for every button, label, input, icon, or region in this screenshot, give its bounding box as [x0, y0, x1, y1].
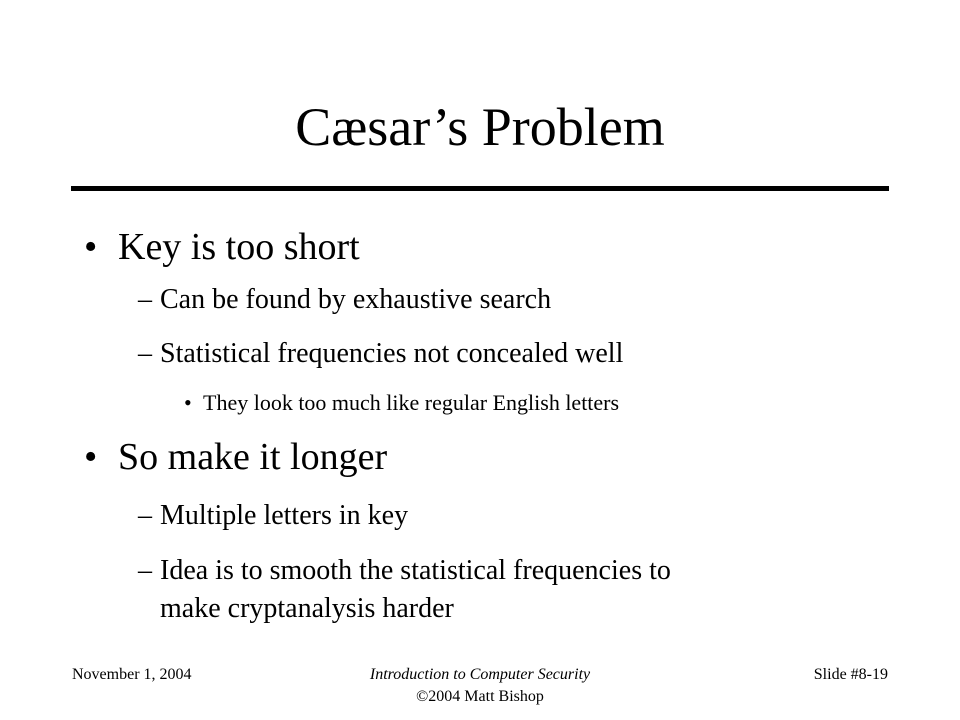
subitem-exhaustive-search: Can be found by exhaustive search — [160, 284, 552, 315]
subitem-smooth-frequencies-continuation: make cryptanalysis harder — [160, 593, 454, 624]
subitem-statistical-frequencies: Statistical frequencies not concealed well — [160, 338, 624, 369]
title-divider — [71, 186, 889, 191]
subitem-smooth-frequencies: Idea is to smooth the statistical frequencies to — [160, 555, 671, 586]
footer-slide-number: Slide #8-19 — [813, 666, 888, 683]
dash-icon: – — [138, 500, 152, 531]
slide-title: Cæsar’s Problem — [295, 97, 665, 157]
bullet-key-too-short: Key is too short — [118, 226, 360, 268]
footer-copyright: ©2004 Matt Bishop — [416, 688, 544, 705]
dash-icon: – — [138, 555, 152, 586]
footer-course-title: Introduction to Computer Security — [369, 666, 591, 683]
bullet-icon: • — [84, 436, 98, 478]
bullet-small-icon: • — [184, 390, 192, 415]
subsubitem-english-letters: They look too much like regular English letters — [203, 390, 620, 415]
footer-date: November 1, 2004 — [72, 666, 192, 683]
bullet-make-longer: So make it longer — [118, 436, 388, 478]
dash-icon: – — [138, 338, 152, 369]
bullet-icon: • — [84, 226, 98, 268]
dash-icon: – — [138, 284, 152, 315]
subitem-multiple-letters: Multiple letters in key — [160, 500, 409, 531]
